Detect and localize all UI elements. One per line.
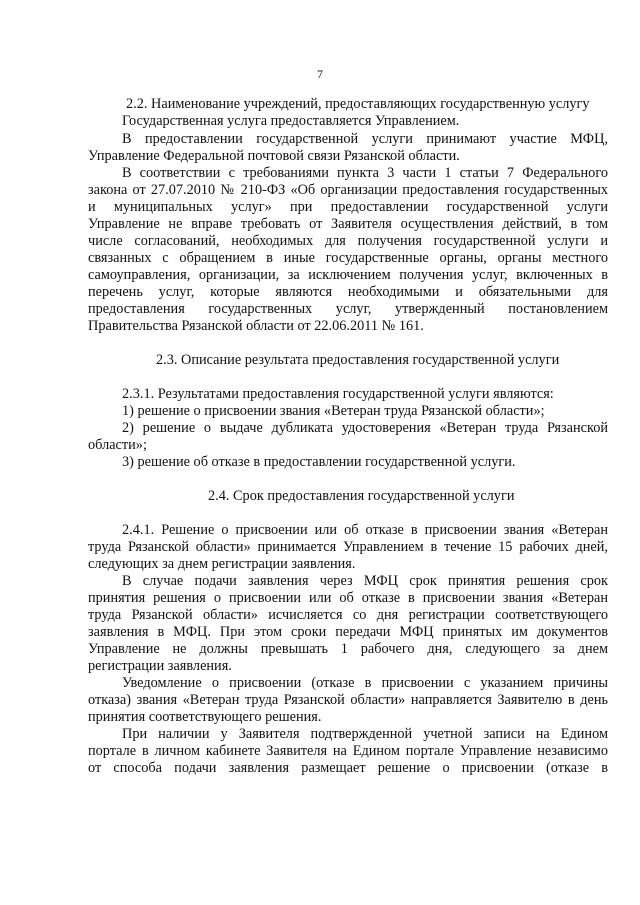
paragraph-line: При наличии у Заявителя подтвержденной учетной записи на Едином xyxy=(122,726,608,742)
paragraph-line: связанных с обращением в иные государственные органы, органы местного xyxy=(88,250,608,266)
section-heading: 2.4. Срок предоставления государственной услуги xyxy=(208,488,515,504)
paragraph-line: Управление не должны превышать 1 рабочего дня, следующего за днем xyxy=(88,641,608,657)
section-heading: 2.3. Описание результата предоставления государственной услуги xyxy=(156,352,560,368)
list-item: 2) решение о выдаче дубликата удостоверения «Ветеран труда Рязанской xyxy=(122,420,608,436)
paragraph-line: 2.4.1. Решение о присвоении или об отказе в присвоении звания «Ветеран xyxy=(122,522,608,538)
paragraph-line: перечень услуг, которые являются необходимыми и обязательными для xyxy=(88,284,608,300)
paragraph-line: В случае подачи заявления через МФЦ срок принятия решения срок xyxy=(122,573,608,589)
paragraph-line: числе согласований, необходимых для получения государственной услуги и xyxy=(88,233,608,249)
paragraph-line: Государственная услуга предоставляется Управлением. xyxy=(122,113,460,129)
paragraph-line: закона от 27.07.2010 № 210-ФЗ «Об организации предоставления государственных xyxy=(88,182,608,198)
list-item: 1) решение о присвоении звания «Ветеран труда Рязанской области»; xyxy=(122,403,545,419)
paragraph-line: следующих за днем регистрации заявления. xyxy=(88,556,356,572)
paragraph-line: от способа подачи заявления размещает решение о присвоении (отказе в xyxy=(88,760,608,776)
paragraph-line: В предоставлении государственной услуги принимают участие МФЦ, xyxy=(122,131,608,147)
paragraph-line: Уведомление о присвоении (отказе в присвоении с указанием причины xyxy=(122,675,608,691)
paragraph-line: 2.3.1. Результатами предоставления государственной услуги являются: xyxy=(122,386,554,402)
paragraph-line: труда Рязанской области» исчисляется со дня регистрации соответствующего xyxy=(88,607,608,623)
paragraph-line: отказа) звания «Ветеран труда Рязанской области» направляется Заявителю в день xyxy=(88,692,608,708)
paragraph-line: Управление не вправе требовать от Заявителя осуществления действий, в том xyxy=(88,216,608,232)
list-item-continuation: области»; xyxy=(88,437,147,453)
list-item: 3) решение об отказе в предоставлении государственной услуги. xyxy=(122,454,516,470)
paragraph-line: предоставления государственных услуг, утвержденный постановлением xyxy=(88,301,608,317)
paragraph-line: труда Рязанской области» принимается Управлением в течение 15 рабочих дней, xyxy=(88,539,608,555)
paragraph-line: В соответствии с требованиями пункта 3 части 1 статьи 7 Федерального xyxy=(122,165,608,181)
paragraph-line: портале в личном кабинете Заявителя на Едином портале Управление независимо xyxy=(88,743,608,759)
section-heading: 2.2. Наименование учреждений, предоставляющих государственную услугу xyxy=(126,96,590,112)
paragraph-line: заявления в МФЦ. При этом сроки передачи МФЦ принятых им документов xyxy=(88,624,608,640)
paragraph-line: принятия соответствующего решения. xyxy=(88,709,322,725)
paragraph-line: и муниципальных услуг» при предоставлении государственной услуги xyxy=(88,199,608,215)
paragraph-line: Правительства Рязанской области от 22.06.2011 № 161. xyxy=(88,318,424,334)
paragraph-line: самоуправления, организации, за исключением получения услуг, включенных в xyxy=(88,267,608,283)
paragraph-line: принятия решения о присвоении или об отказе в присвоении звания «Ветеран xyxy=(88,590,608,606)
paragraph-line: Управление Федеральной почтовой связи Рязанской области. xyxy=(88,148,460,164)
page-number: 7 xyxy=(317,67,323,81)
paragraph-line: регистрации заявления. xyxy=(88,658,232,674)
